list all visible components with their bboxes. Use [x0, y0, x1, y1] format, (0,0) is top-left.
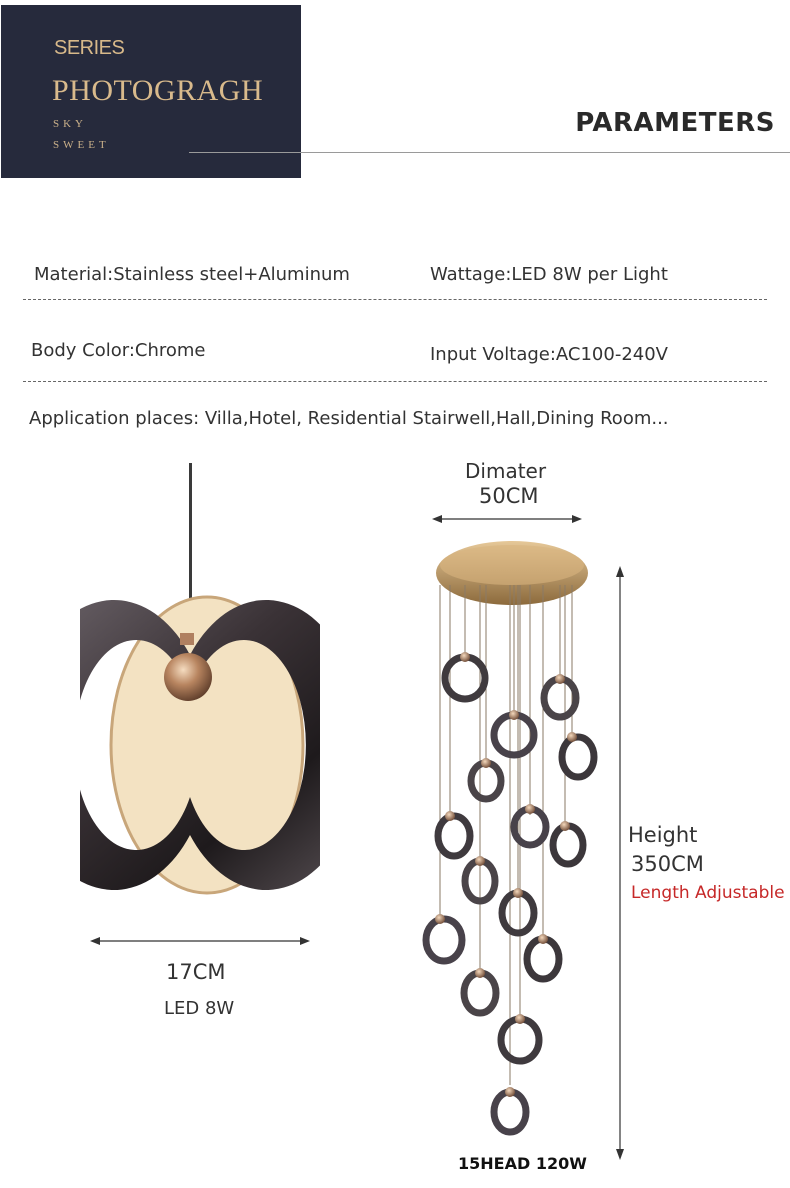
single-lamp-power: LED 8W — [164, 998, 235, 1019]
spec-body-color: Body Color:Chrome — [31, 340, 206, 361]
single-lamp-width: 17CM — [166, 960, 226, 984]
height-dimension-arrow — [612, 566, 628, 1160]
width-dimension-arrow — [90, 934, 310, 948]
single-ring-lamp-image — [80, 455, 320, 965]
header-divider — [189, 152, 790, 153]
spec-divider — [23, 299, 767, 300]
diameter-dimension-arrow — [432, 512, 582, 526]
spec-wattage: Wattage:LED 8W per Light — [430, 264, 668, 285]
height-value: 350CM — [631, 852, 704, 876]
length-adjustable-note: Length Adjustable — [631, 883, 785, 903]
diameter-value: 50CM — [479, 484, 539, 508]
chandelier-config: 15HEAD 120W — [458, 1154, 587, 1173]
banner-series-label: SERIES — [54, 37, 125, 59]
spec-application: Application places: Villa,Hotel, Residential Stairwell,Hall,Dining Room... — [29, 408, 669, 429]
banner-line-sweet: SWEET — [53, 139, 110, 151]
spec-divider — [23, 381, 767, 382]
banner-title: PHOTOGRAGH — [52, 74, 264, 107]
spec-input-voltage: Input Voltage:AC100-240V — [430, 344, 668, 365]
chandelier-image — [410, 535, 610, 1145]
diameter-label: Dimater — [465, 459, 547, 483]
height-label: Height — [628, 823, 698, 847]
banner-line-sky: SKY — [53, 118, 88, 130]
spec-material: Material:Stainless steel+Aluminum — [34, 264, 350, 285]
page-title: PARAMETERS — [575, 108, 775, 138]
